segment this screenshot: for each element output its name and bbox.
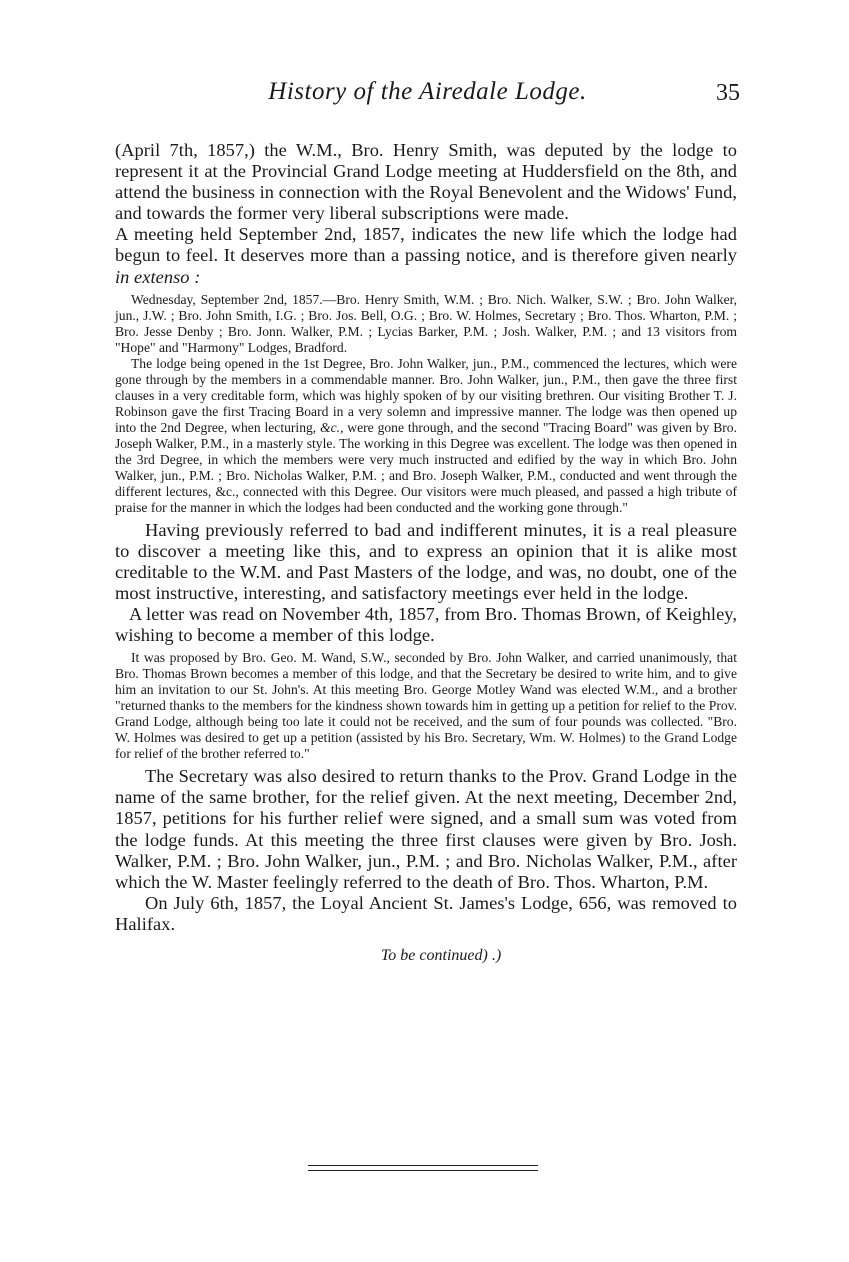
quote-attendance: Wednesday, September 2nd, 1857.—Bro. Henry Smith, W.M. ; Bro. Nich. Walker, S.W. ; Bro. John Walker, jun., J.W. ; Bro. John Smith, I.G. ; Bro. Jos. Bell, O.G. ; Bro. W. Holmes, Secretary ; Bro. Thos. Wharton, P.M. ; Bro. Jesse Denby ; Bro. Jonn. Walker, P.M. ; Lycias Barker, P.M. ; Josh. Walker, P.M. ; and 13 visitors from "Hope" and "Harmony" Lodges, Bradford.: [115, 291, 737, 355]
running-title: History of the Airedale Lodge.: [268, 78, 587, 105]
article-body: [115, 140, 737, 965]
proposal-quote: [115, 650, 737, 762]
paragraph-commentary: Having previously referred to bad and indifferent minutes, it is a real pleasure to discover a meeting like this, and to express an opinion that it is alike most creditable to the W.M. and Past Masters of the lodge, and was, no doubt, one of the most instructive, interesting, and satisfactory meetings ever held in the lodge.: [115, 519, 737, 603]
quote-proceedings-b: , were gone through, and the second "Tracing Board" was given by Bro. Joseph Walker, P.M., in a masterly style. The working in this Degree was excellent. The lodge was then opened in the 3rd Degree, in which the members were very much instructed and edified by the way in which Bro. John Walker, jun., P.M. ; Bro. Nicholas Walker, P.M. ; and Bro. Joseph Walker, P.M., conducted and went through the different lectures, &c., connected with this Degree. Our visitors were much pleased, and passed a high tribute of praise for the manner in which the lodges had been conducted and the working gone through.": [115, 419, 737, 515]
paragraph-april-meeting: (April 7th, 1857,) the W.M., Bro. Henry Smith, was deputed by the lodge to represent it at the Provincial Grand Lodge meeting at Huddersfield on the 8th, and attend the business in connection with the Royal Benevolent and the Widows' Fund, and towards the former very liberal subscriptions were made.: [115, 140, 737, 224]
paragraph-letter: A letter was read on November 4th, 1857, from Bro. Thomas Brown, of Keighley, wishing to become a member of this lodge.: [115, 604, 737, 646]
minutes-quote: [115, 292, 737, 516]
quote-proposal: It was proposed by Bro. Geo. M. Wand, S.W., seconded by Bro. John Walker, and carried unanimously, that Bro. Thomas Brown becomes a member of this lodge, and that the Secretary be desired to write him, and to give him an invitation to our St. John's. At this meeting Bro. George Motley Wand was elected W.M., and a brother "returned thanks to the members for the kindness shown towards him in getting up a petition for relief to the Prov. Grand Lodge, although being too late it could not be received, and the sum of four pounds was collected. "Bro. W. Holmes was desired to get up a petition (assisted by his Bro. Secretary, Wm. W. Holmes) to the Grand Lodge for relief of the brother referred to.": [115, 650, 737, 762]
in-extenso-italic: in extenso :: [115, 266, 201, 287]
to-be-continued: To be continued) .): [380, 946, 502, 964]
paragraph-september-text: A meeting held September 2nd, 1857, indicates the new life which the lodge had begun to feel. It deserves more than a passing notice, and is therefore given nearly: [115, 224, 737, 266]
page-header: [115, 78, 740, 112]
quote-etc-italic: &c.: [320, 419, 341, 435]
closing-rule-top: [308, 1165, 538, 1166]
paragraph-thanks: The Secretary was also desired to return thanks to the Prov. Grand Lodge in the name of the same brother, for the relief given. At the next meeting, December 2nd, 1857, petitions for his further relief were signed, and a small sum was voted from the lodge funds. At this meeting the three first clauses were given by Bro. Josh. Walker, P.M. ; Bro. John Walker, jun., P.M. ; and Bro. Nicholas Walker, P.M., after which the W. Master feelingly referred to the death of Bro. Thos. Wharton, P.M.: [115, 766, 737, 892]
quote-proceedings: [115, 356, 737, 516]
paragraph-september-meeting: [115, 224, 737, 287]
page-number: 35: [716, 80, 740, 106]
quote-proceedings-a: The lodge being opened in the 1st Degree, Bro. John Walker, jun., P.M., commenced the lectures, which were gone through by the members in a commendable manner. Bro. John Walker, jun., P.M., then gave the three first clauses in a very creditable form, which was highly spoken of by our visiting brethren. Our visiting Brother T. J. Robinson gave the first Tracing Board in a very solemn and impressive manner. The lodge was then opened up into the 2nd Degree, when lecturing,: [115, 355, 737, 435]
closing-rule-bottom: [308, 1170, 538, 1171]
paragraph-removal: On July 6th, 1857, the Loyal Ancient St. James's Lodge, 656, was removed to Halifax.: [115, 892, 737, 934]
